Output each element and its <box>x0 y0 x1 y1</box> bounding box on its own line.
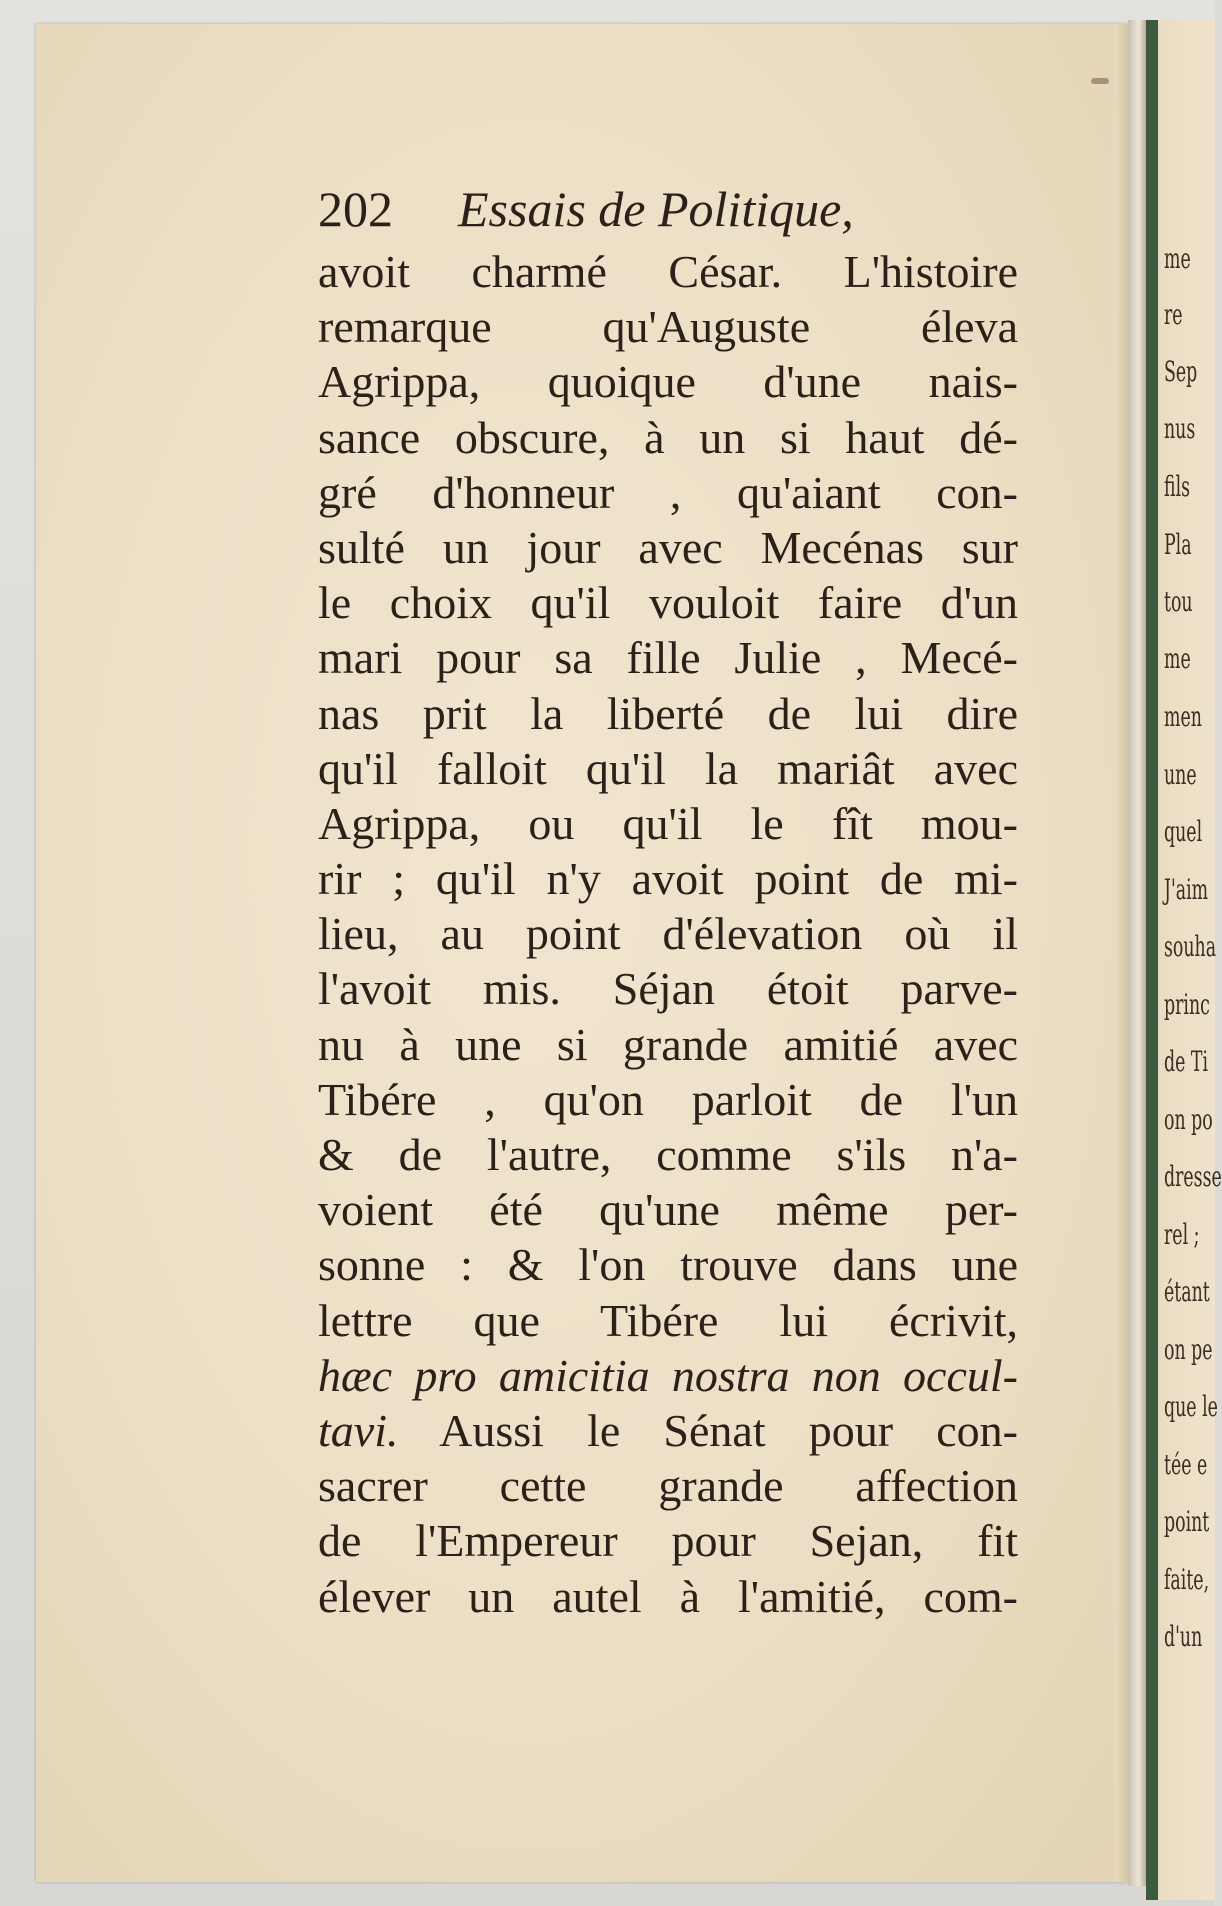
book-page <box>36 24 1128 1882</box>
facing-page-fragment: quel <box>1164 815 1203 848</box>
text-line: voient été qu'une même per- <box>318 1184 1018 1236</box>
ink-smudge <box>1091 78 1109 84</box>
text-line: mari pour sa fille Julie , Mecé- <box>318 632 1018 684</box>
text-line: Agrippa, ou qu'il le fît mou- <box>318 797 1018 849</box>
page-header <box>318 174 1018 244</box>
book-gutter <box>1128 20 1146 1886</box>
facing-page-fragment: J'aim <box>1164 873 1209 906</box>
text-line: & de l'autre, comme s'ils n'a- <box>318 1129 1018 1180</box>
facing-page-fragment: princ <box>1164 988 1210 1021</box>
facing-page-fragment: que le <box>1164 1390 1218 1423</box>
facing-page-fragment: me <box>1164 642 1191 675</box>
text-line: nu à une si grande amitié avec <box>318 1018 1018 1070</box>
facing-page-fragment: fils <box>1164 470 1191 503</box>
facing-page-fragment: tou <box>1164 585 1193 618</box>
text-line: lieu, au point d'élevation où il <box>318 908 1018 960</box>
text-line <box>318 1403 1018 1458</box>
latin-quote-line: hæc pro amicitia nostra non occul- <box>318 1349 1018 1401</box>
page-text <box>318 174 1018 1624</box>
facing-page-fragment: souha <box>1164 930 1217 963</box>
text-line: rir ; qu'il n'y avoit point de mi- <box>318 853 1018 905</box>
facing-page-fragment: men <box>1164 700 1202 733</box>
facing-page-fragment: on pe <box>1164 1333 1213 1366</box>
facing-page-fragment: dresse <box>1164 1160 1222 1193</box>
text-line: Agrippa, quoique d'une nais- <box>318 356 1018 408</box>
text-line: sonne : & l'on trouve dans une <box>318 1239 1018 1291</box>
facing-page-fragment: de Ti <box>1164 1045 1209 1078</box>
text-line: l'avoit mis. Séjan étoit parve- <box>318 963 1018 1015</box>
text-line: qu'il falloit qu'il la mariât avec <box>318 742 1018 794</box>
latin-continuation: Aussi le Sénat pour con- <box>439 1404 1018 1456</box>
facing-page-fragment: faite, <box>1164 1563 1210 1596</box>
text-line: sacrer cette grande affection <box>318 1460 1018 1512</box>
facing-page <box>1158 20 1222 1900</box>
facing-page-fragment: point <box>1164 1505 1210 1538</box>
facing-page-fragment: étant <box>1164 1275 1210 1308</box>
text-line: gré d'honneur , qu'aiant con- <box>318 466 1018 518</box>
text-line: sulté un jour avec Mecénas sur <box>318 521 1018 573</box>
text-line: élever un autel à l'amitié, com- <box>318 1570 1018 1622</box>
text-line: lettre que Tibére lui écrivit, <box>318 1294 1018 1346</box>
text-line: nas prit la liberté de lui dire <box>318 687 1018 739</box>
facing-page-fragment: on po <box>1164 1103 1213 1136</box>
text-line: sance obscure, à un si haut dé- <box>318 411 1018 463</box>
facing-page-fragment: d'un <box>1164 1620 1203 1653</box>
spine-cloth <box>1146 20 1158 1900</box>
text-line: le choix qu'il vouloit faire d'un <box>318 577 1018 629</box>
facing-page-fragment: rel ; <box>1164 1218 1200 1251</box>
text-line: de l'Empereur pour Sejan, fit <box>318 1515 1018 1567</box>
facing-page-fragment: Sep <box>1164 355 1198 388</box>
facing-page-fragment: une <box>1164 758 1197 791</box>
running-head: Essais de Politique, <box>458 181 854 237</box>
page-number: 202 <box>318 181 393 237</box>
facing-page-fragment: nus <box>1164 412 1196 445</box>
facing-page-fragment: me <box>1164 242 1191 275</box>
facing-page-fragment: re <box>1164 298 1183 331</box>
text-line: Tibére , qu'on parloit de l'un <box>318 1073 1018 1125</box>
facing-page-fragment: Pla <box>1164 528 1192 561</box>
text-line: remarque qu'Auguste éleva <box>318 301 1018 353</box>
page-edge <box>1114 24 1128 1882</box>
latin-quote-end: tavi. <box>318 1404 399 1456</box>
text-line: avoit charmé César. L'histoire <box>318 246 1018 297</box>
facing-page-fragment: tée e <box>1164 1448 1208 1481</box>
